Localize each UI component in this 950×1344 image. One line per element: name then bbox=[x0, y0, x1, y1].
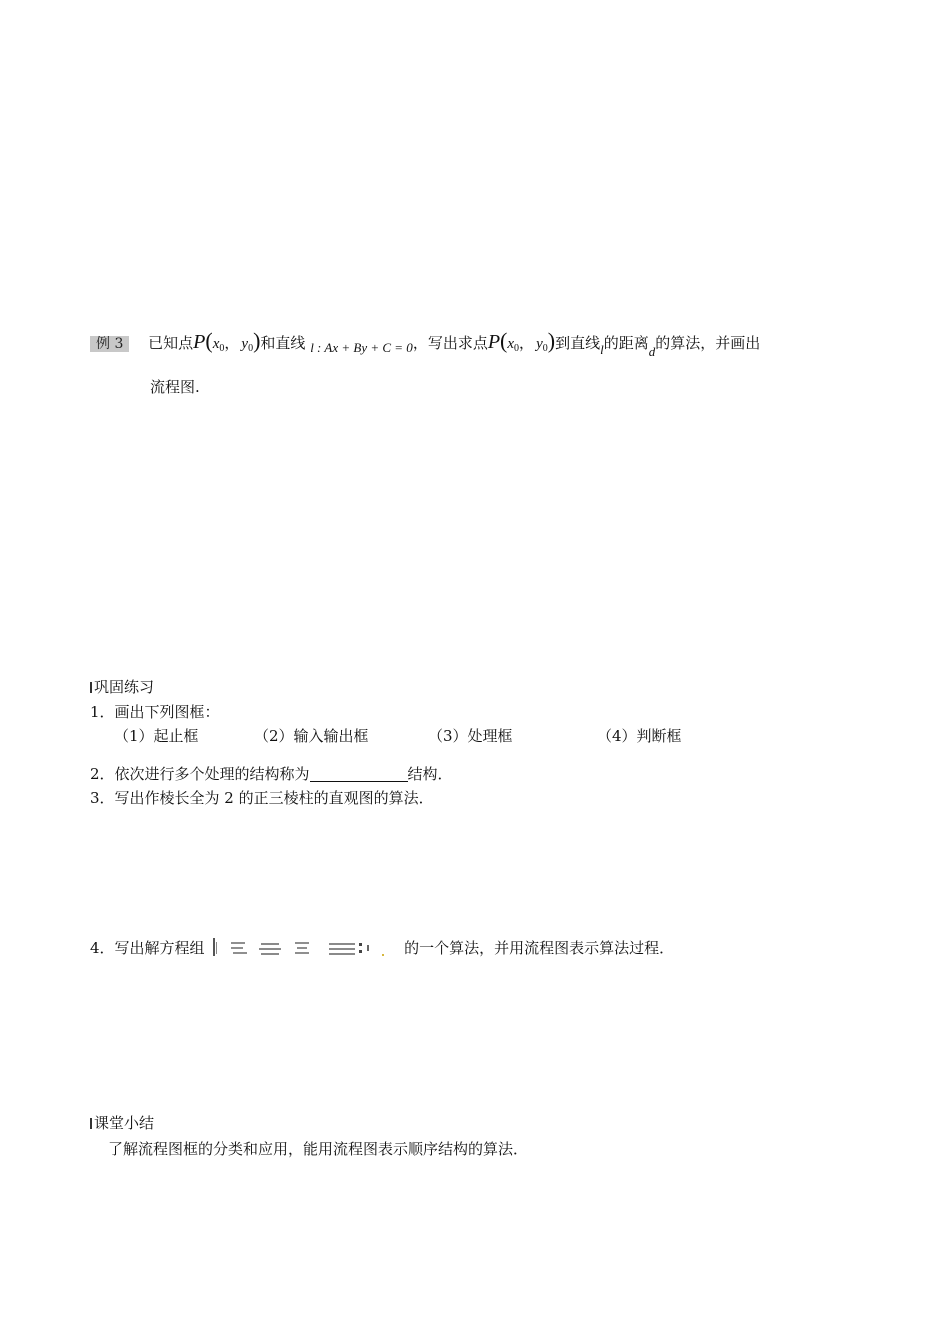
distance-text: 的距离 bbox=[603, 334, 649, 352]
summary-heading bbox=[90, 1112, 154, 1133]
comma-1: ， bbox=[224, 334, 240, 352]
to-line-text: 到直线 bbox=[555, 334, 601, 352]
example-3-line-2: 流程图. bbox=[150, 378, 200, 396]
y0-symbol-2: $y_0$ bbox=[536, 336, 548, 354]
practice-heading bbox=[90, 676, 154, 697]
tail-text: 的算法，并画出 bbox=[655, 334, 761, 352]
d-symbol: d bbox=[648, 344, 656, 359]
summary-heading-text: 课堂小结 bbox=[94, 1114, 155, 1132]
section-marker bbox=[90, 682, 92, 693]
equation-system-image bbox=[209, 936, 399, 962]
example-3-line-1: 例 3 已知点$P(x_0$， $y_0$)和直线 l : Ax + By + C = 0，写出求点$P(x_0$， $y_0$)到直线l的距离d的算法，并画出 bbox=[90, 328, 760, 360]
x0-symbol: $x_0$ bbox=[212, 336, 225, 354]
option-4: （4）判断框 bbox=[597, 727, 682, 745]
practice-heading-text: 巩固练习 bbox=[94, 678, 155, 696]
summary-text: 了解流程图框的分类和应用，能用流程图表示顺序结构的算法． bbox=[108, 1140, 529, 1158]
point-p-2: P bbox=[487, 331, 501, 353]
option-2: （2）输入输出框 bbox=[254, 727, 369, 745]
section-marker-2 bbox=[90, 1118, 92, 1129]
x0-symbol-2: $x_0$ bbox=[507, 336, 520, 354]
question-2 bbox=[90, 763, 453, 784]
question-4-pre: 4．写出解方程组 bbox=[90, 939, 205, 957]
question-1: 1．画出下列图框： bbox=[90, 703, 220, 721]
example-label-badge: 例 3 bbox=[90, 336, 129, 352]
line-equation: l : Ax + By + C = 0 bbox=[310, 340, 413, 355]
question-2-post: 结构． bbox=[407, 765, 453, 783]
question-2-pre: 2．依次进行多个处理的结构称为 bbox=[90, 765, 310, 783]
option-3: （3）处理框 bbox=[428, 727, 513, 745]
question-4 bbox=[90, 936, 674, 962]
question-3: 3．写出作棱长全为 2 的正三棱柱的直观图的算法． bbox=[90, 789, 434, 807]
after-equation-text: ，写出求点 bbox=[412, 334, 488, 352]
point-p: P bbox=[193, 331, 206, 353]
comma-2: ， bbox=[519, 334, 535, 352]
l-symbol: l bbox=[600, 342, 604, 357]
y0-symbol: $y_0$ bbox=[241, 336, 254, 354]
answer-blank bbox=[310, 767, 408, 782]
option-1: （1）起止框 bbox=[114, 727, 199, 745]
question-4-post: 的一个算法，并用流程图表示算法过程． bbox=[404, 939, 675, 957]
known-text: 已知点 bbox=[148, 334, 194, 352]
and-line-text: 和直线 bbox=[260, 334, 306, 352]
